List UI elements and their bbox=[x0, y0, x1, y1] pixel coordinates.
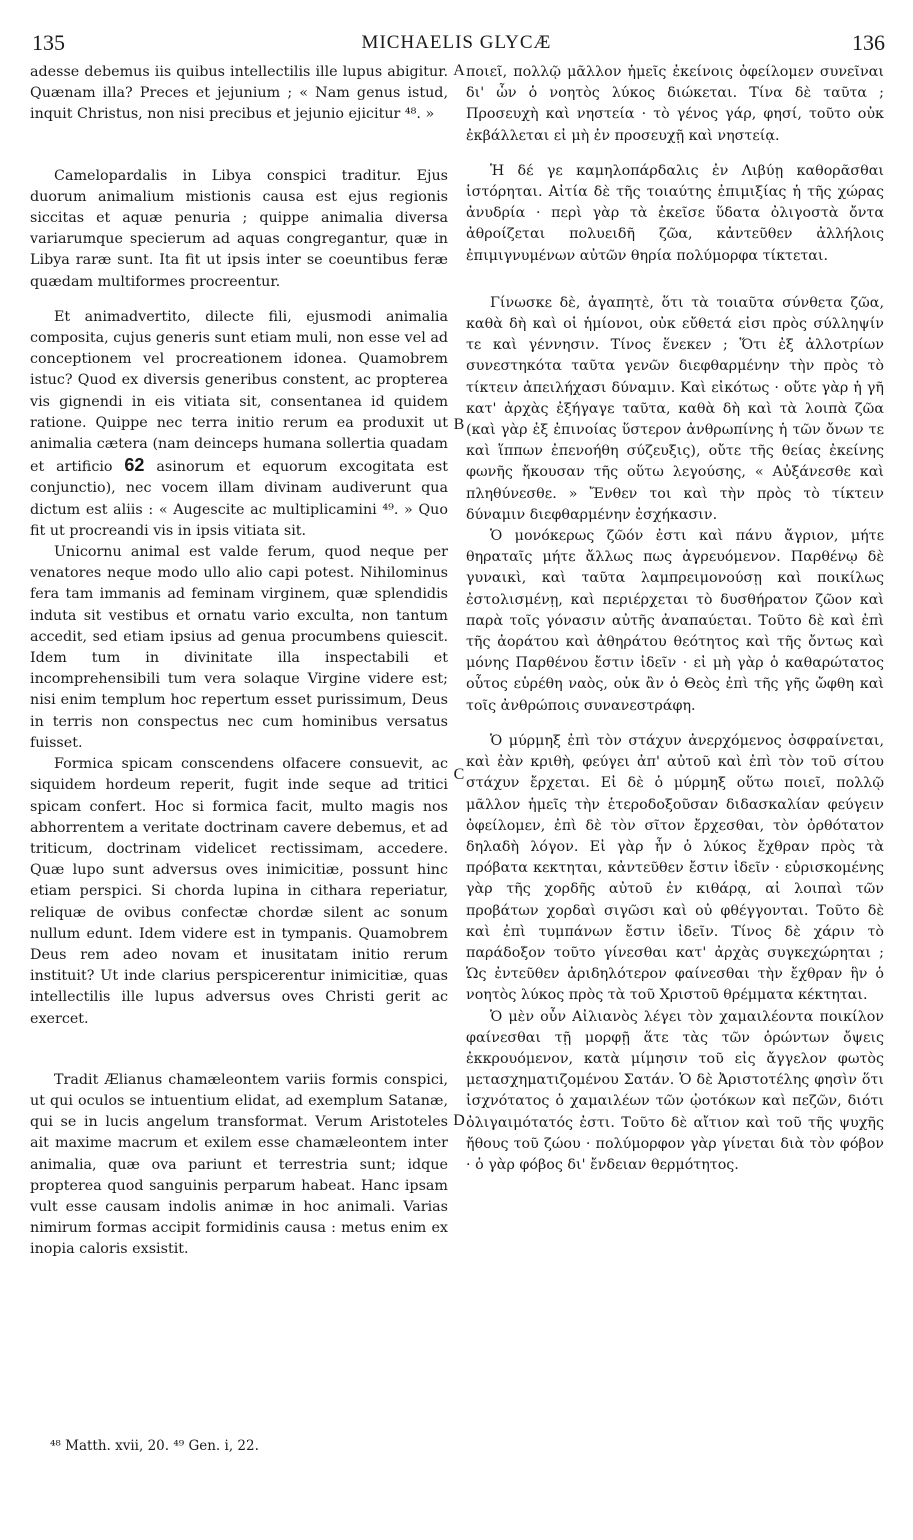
latin-paragraph: Tradit Ælianus chamæleontem variis formis conspici, ut qui oculos se intuentium elidat, ad exemplum Satanæ, qui se in lucis angelum transformat. Verum Aristoteles ait maxime macrum et exilem esse chamæleontem inter animalia, quæ ova pariunt et terrestria sunt; idque propterea quod sanguinis perparum habeat. Hanc ipsam vult esse causam indolis animæ in hoc animali. Varias nimirum formas accipit formidinis causa : metus enim ex inopia caloris exsistit. bbox=[30, 1071, 448, 1258]
page-number-left: 135 bbox=[32, 30, 65, 55]
latin-paragraph: Unicornu animal est valde ferum, quod neque per venatores neque modo ullo alio capi potest. Nihilominus fera tam immanis ad feminam virginem, quæ splendidis induta sit vestibus et ornatu vario exculta, non tantum accedit, sed etiam ipsius ad genua procumbens quiescit. Idem tum in divinitate illa inspectabili et incomprehensibili tum vera solaque Virgine videre est; nisi enim templum hoc repertum esset purissimum, Deus in terris non conspectus nec cum hominibus versatus fuisset. bbox=[30, 544, 448, 751]
greek-paragraph: ποιεῖ, πολλῷ μᾶλλον ἡμεῖς ἐκείνοις ὀφείλομεν συνεῖναι δι' ὧν ὁ νοητὸς λύκος διώκεται. Τίνα δὲ ταῦτα ; Προσευχὴ καὶ νηστεία · τὸ γένος γάρ, φησί, τοῦτο οὐκ ἐκβάλλεται εἰ μὴ ἐν προσευχῇ καὶ νηστείᾳ. bbox=[466, 64, 884, 144]
greek-paragraph: Γίνωσκε δὲ, ἀγαπητὲ, ὅτι τὰ τοιαῦτα σύνθετα ζῶα, καθὰ δὴ καὶ οἱ ἡμίονοι, οὐκ εὔθετά εἰσι πρὸς σύλληψίν τε καὶ γέννησιν. Τίνος ἕνεκεν ; Ὅτι ἐξ ἀλλοτρίων συνεστηκότα ταῦτα γενῶν διεφθαρμένην τὴν πρὸς τὸ τίκτειν ἀπειλήχασι δύναμιν. Καὶ εἰκότως · οὔτε γὰρ ἡ γῆ κατ' ἀρχὰς ἐξήγαγε ταῦτα, καθὰ δὴ καὶ τὰ λοιπὰ ζῶα (καὶ γὰρ ἐξ ἐπινοίας ὕστερον ἀνθρωπίνης ἡ τῶν ὄνων τε καὶ ἵππων ἐπενοήθη σύζευξις), οὔτε τῆς θείας ἐκείνης φωνῆς ἤκουσαν τῆς οὕτω λεγούσης, « Αὐξάνεσθε καὶ πληθύνεσθε. » Ἔνθεν τοι καὶ τὴν πρὸς τὸ τίκτειν δύναμιν διεφθαρμένην ἐσχήκασιν. bbox=[466, 294, 884, 523]
page-number-right: 136 bbox=[852, 30, 885, 55]
column-number: 62 bbox=[124, 455, 145, 476]
latin-paragraph: Camelopardalis in Libya conspici traditur. Ejus duorum animalium mistionis causa est ejus regionis siccitas et aquæ penuria ; quippe animalia diversa variarumque specierum ad aquas congregantur, quæ in Libya raræ sunt. Ita fit ut ipsis inter se coeuntibus feræ quædam multiformes procreentur. bbox=[30, 167, 448, 290]
section-marker-b: B bbox=[453, 416, 465, 433]
latin-paragraph: adesse debemus iis quibus intellectilis ille lupus abigitur. Quænam illa? Preces et jejunium ; « Nam genus istud, inquit Christus, non nisi precibus et jejunio ejicitur ⁴⁸. » bbox=[30, 64, 448, 123]
running-title: MICHAELIS GLYCÆ bbox=[361, 32, 552, 53]
section-marker-a: A bbox=[453, 62, 465, 79]
latin-paragraph: Formica spicam conscendens olfacere consuevit, ac siquidem hordeum reperit, fugit inde seque ad tritici spicam confert. Hoc si formica facit, multo magis nos abhorrentem a veritate doctrinam cavere debemus, et ad triticum, doctrinam videlicet rectissimam, accedere. Quæ lupo sunt adversus oves inimicitiæ, possunt hinc etiam perspici. Si chorda lupina in cithara reperiatur, reliquæ de ovibus confectæ chordæ silent ac sonum nullum edunt. Idem videre est in tympanis. Quamobrem Deus rem adeo novam et inusitatam initio rerum instituit? Ut inde clarius perspicerentur inimicitiæ, quas intellectilis ille lupus adversus oves Christi gerit ac exercet. bbox=[30, 756, 448, 1027]
latin-paragraph bbox=[30, 307, 448, 542]
footnotes: ⁴⁸ Matth. xvii, 20. ⁴⁹ Gen. i, 22. bbox=[50, 1438, 259, 1454]
section-marker-c: C bbox=[453, 766, 465, 783]
latin-text: Et animadvertito, dilecte fili, ejusmodi animalia composita, cujus generis sunt etiam muli, non esse vel ad conceptionem vel procreationem idonea. Quamobrem istuc? Quod ex diversis generibus constent, ac propterea vis gignendi in eis vitiata sit, consentanea id quidem ratione. Quippe nec terra initio rerum ea produxit ut animalia cætera (nam deinceps humana sollertia quadam et artificio bbox=[30, 308, 448, 476]
greek-paragraph: Ὁ μὲν οὖν Αἰλιανὸς λέγει τὸν χαμαιλέοντα ποικίλον φαίνεσθαι τῇ μορφῇ ἅτε τὰς τῶν ὁρώντων ὄψεις ἐκκρουόμενον, κατὰ μίμησιν τοῦ εἰς ἄγγελον φωτὸς μετασχηματιζομένου Σατάν. Ὁ δὲ Ἀριστοτέλης φησὶν ὅτι ἰσχνότατος ὁ χαμαιλέων τῶν ᾠοτόκων καὶ πεζῶν, διότι ὀλιγαιμότατός ἐστι. Τοῦτο δὲ αἴτιον καὶ τοῦ τῆς ψυχῆς ἤθους τοῦ ζώου · πολύμορφον γὰρ γίνεται διὰ τὸν φόβον · ὁ γὰρ φόβος δι' ἔνδειαν θερμότητος. bbox=[466, 1008, 884, 1173]
latin-column bbox=[30, 62, 448, 1261]
section-marker-d: D bbox=[453, 1112, 465, 1129]
page-header bbox=[0, 30, 913, 60]
greek-paragraph: Ἡ δέ γε καμηλοπάρδαλις ἐν Λιβύῃ καθορᾶσθαι ἱστόρηται. Αἰτία δὲ τῆς τοιαύτης ἐπιμιξίας ἡ τῆς χώρας ἀνυδρία · περὶ γὰρ τὰ ἐκεῖσε ὕδατα ὀλιγοστὰ ὄντα ἀθροίζεται πολυειδῆ ζῶα, κἀντεῦθεν ἀλλήλοις ἐπιμιγνυμένων αὐτῶν θηρία πολύμορφα τίκτεται. bbox=[466, 162, 884, 264]
latin-text: asinorum et equorum excogitata est conjunctio), nec vocem illam divinam audiverunt qua dictum est aliis : « Augescite ac multiplicamini ⁴⁹. » Quo fit ut procreandi vis in ipsis vitiata sit. bbox=[30, 459, 448, 539]
greek-paragraph: Ὁ μονόκερως ζῶόν ἐστι καὶ πάνυ ἄγριον, μήτε θηραταῖς μήτε ἄλλως πως ἀγρευόμενον. Παρθένῳ δὲ γυναικὶ, καὶ ταῦτα λαμπρειμονούσῃ καὶ ποικίλως ἐστολισμένῃ, καὶ περιέρχεται τὸ δυσθήρατον ζῶον καὶ παρὰ τοῖς γόνασιν αὐτῆς ἀναπαύεται. Τοῦτο δὲ καὶ ἐπὶ τῆς ἀοράτου καὶ ἀθηράτου θεότητος καὶ τῆς ὄντως καὶ μόνης Παρθένου ἔστιν ἰδεῖν · εἰ μὴ γὰρ ὁ καθαρώτατος οὗτος εὑρέθη ναὸς, οὐκ ἂν ὁ Θεὸς ἐπὶ τῆς γῆς ὤφθη καὶ τοῖς ἀνθρώποις συνανεστράφη. bbox=[466, 528, 884, 714]
greek-paragraph: Ὁ μύρμηξ ἐπὶ τὸν στάχυν ἀνερχόμενος ὀσφραίνεται, καὶ ἐὰν κριθὴ, φεύγει ἀπ' αὐτοῦ καὶ ἐπὶ τὸν τοῦ σίτου στάχυν ἔρχεται. Εἰ δὲ ὁ μύρμηξ οὕτω ποιεῖ, πολλῷ μᾶλλον ἡμεῖς τὴν ἑτεροδοξοῦσαν διδασκαλίαν φεύγειν ὀφείλομεν, ἐπὶ δὲ τὸν σῖτον ἔρχεσθαι, τὸν ὀρθότατον δηλαδὴ λόγον. Εἰ γὰρ ἦν ὁ λύκος ἔχθραν πρὸς τὰ πρόβατα κεκτηται, κἀντεῦθεν ἔστιν ἰδεῖν · εὑρισκομένης γὰρ τῆς χορδῆς αὐτοῦ ἐν κιθάρᾳ, αἱ λοιπαὶ τῶν προβάτων χορδαὶ σιγῶσι καὶ οὐ φθέγγονται. Τοῦτο δὲ καὶ ἐπὶ τυμπάνων ἔστιν ἰδεῖν. Τίνος δὲ χάριν τὸ παράδοξον τοῦτο γίνεσθαι κατ' ἀρχὰς συγκεχώρηται ; Ὡς ἐντεῦθεν ἀριδηλότερον φαίνεσθαι τὴν ἔχθραν ἣν ὁ νοητὸς λύκος πρὸς τὰ τοῦ Χριστοῦ θρέμματα κέκτηται. bbox=[466, 732, 884, 1004]
greek-column bbox=[466, 62, 884, 1176]
